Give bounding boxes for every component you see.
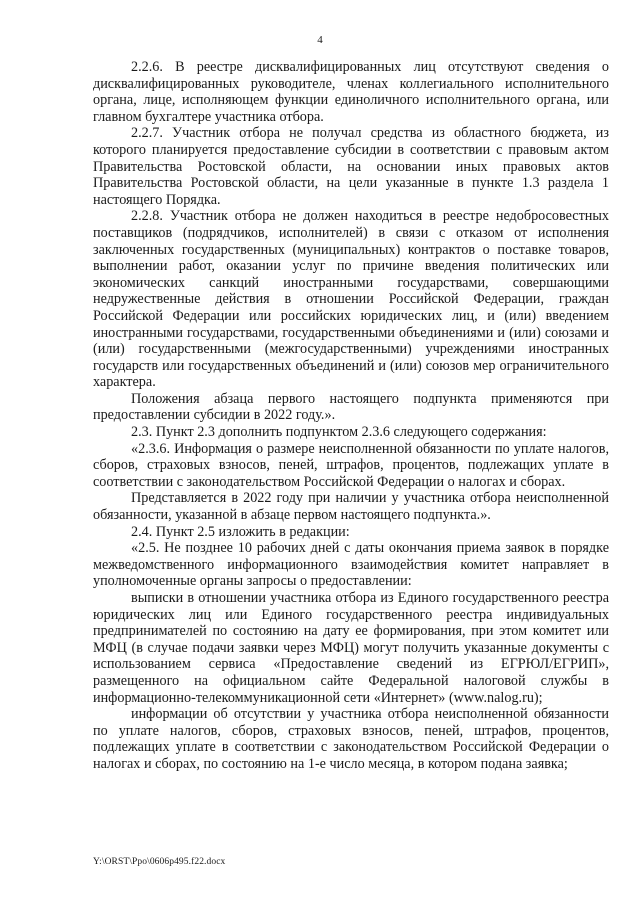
paragraph-2-2-8-note: Положения абзаца первого настоящего подпункта применяются при предоставлении субсидии в 2022 году.».: [93, 390, 609, 424]
paragraph-2-2-7: 2.2.7. Участник отбора не получал средства из областного бюджета, из которого планируется предоставление субсидии в соответствии с правовым актом Правительства Ростовской области, на основании иных правовых актов Правительства Ростовской области, на цели указанные в пункте 1.3 раздела 1 настоящего Порядка.: [93, 125, 609, 208]
paragraph-2-4: 2.4. Пункт 2.5 изложить в редакции:: [131, 523, 350, 540]
paragraph-2-5-tax-info: информации об отсутствии у участника отбора неисполненной обязанности по уплате налогов, сборов, страховых взносов, пеней, штрафов, процентов, подлежащих уплате в соответствии с законодательством Российской Федерации о налогах и сборах, по состоянию на 1-е число месяца, в котором подана заявка;: [93, 706, 609, 772]
paragraph-2-3-6: «2.3.6. Информация о размере неисполненной обязанности по уплате налогов, сборов, страховых взносов, пеней, штрафов, процентов, подлежащих уплате в соответствии с законодательством Российской Федерации о налогах и сборах.: [93, 440, 609, 490]
paragraph-2-3-6-note: Представляется в 2022 году при наличии у участника отбора неисполненной обязанности, указанной в абзаце первом настоящего подпункта.».: [93, 490, 609, 524]
paragraph-2-2-8: 2.2.8. Участник отбора не должен находиться в реестре недобросовестных поставщиков (подрядчиков, исполнителей) в связи с отказом от исполнения заключенных государственных (муниципальных) контрактов о поставке товаров, выполнении работ, оказании услуг по причине введения политических или экономических санкций иностранными государствами, совершающими недружественные действия в отношении Российской Федерации, граждан Российской Федерации или российских юридических лиц, и (или) введением иностранными государствами, государственными объединениями и (или) союзами и (или) государственными (межгосударственными) учреждениями иностранных государств или государственных объединений и (или) союзов мер ограничительного характера.: [93, 208, 609, 391]
paragraph-2-3: 2.3. Пункт 2.3 дополнить подпунктом 2.3.6 следующего содержания:: [131, 424, 547, 441]
document-body: [93, 59, 609, 773]
paragraph-2-5-extract: выписки в отношении участника отбора из Единого государственного реестра юридических лиц или Единого государственного реестра индивидуальных предпринимателей по состоянию на дату ее формирования, при этом комитет или МФЦ (в случае подачи заявки через МФЦ) могут получить указанные документы с использованием сервиса «Предоставление сведений из ЕГРЮЛ/ЕГРИП», размещенного на официальном сайте Федеральной налоговой службы в информационно-телекоммуникационной сети «Интернет» (www.nalog.ru);: [93, 590, 609, 706]
paragraph-2-2-6: 2.2.6. В реестре дисквалифицированных лиц отсутствуют сведения о дисквалифицированных руководителе, членах коллегиального исполнительного органа, лице, исполняющем функции единоличного исполнительного органа, или главном бухгалтере участника отбора.: [93, 59, 609, 125]
paragraph-2-5: «2.5. Не позднее 10 рабочих дней с даты окончания приема заявок в порядке межведомственного информационного взаимодействия комитет направляет в уполномоченные органы запросы о предоставлении:: [93, 540, 609, 590]
page-number: 4: [317, 34, 323, 46]
footer-file-path: Y:\ORST\Ppo\0606p495.f22.docx: [93, 857, 226, 867]
